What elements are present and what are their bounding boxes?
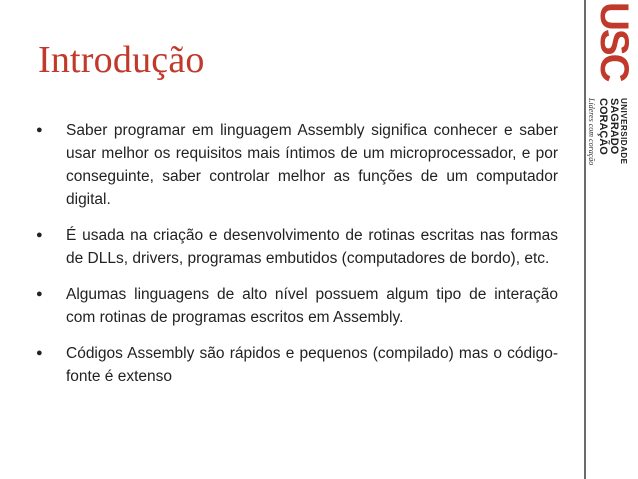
bullet-dot-icon: ●: [36, 124, 43, 136]
university-logo: [587, 2, 636, 198]
logo-slogan: Líderes com coração: [587, 98, 596, 166]
bullet-list: [36, 119, 558, 401]
bullet-text: Algumas linguagens de alto nível possuem algum tipo de interação com rotinas de programas escritos em Assembly.: [66, 286, 558, 326]
bullet-dot-icon: ●: [36, 229, 43, 241]
logo-line-2: SAGRADO: [608, 98, 620, 155]
bullet-item: [36, 342, 558, 388]
bullet-item: [36, 283, 558, 329]
bullet-item: [36, 224, 558, 270]
bullet-text: Saber programar em linguagem Assembly significa conhecer e saber usar melhor os requisitos mais íntimos de um microprocessador, e por conseguinte, saber controlar melhor as funções de um computador digital.: [66, 122, 558, 208]
bullet-text: É usada na criação e desenvolvimento de rotinas escritas nas formas de DLLs, drivers, programas embutidos (computadores de bordo), etc.: [66, 227, 558, 267]
bullet-dot-icon: ●: [36, 347, 43, 359]
bullet-dot-icon: ●: [36, 288, 43, 300]
logo-university-name: [597, 98, 628, 164]
logo-mark: USC: [592, 2, 636, 81]
bullet-text: Códigos Assembly são rápidos e pequenos (compilado) mas o código-fonte é extenso: [66, 345, 558, 385]
bullet-item: [36, 119, 558, 211]
logo-line-1: UNIVERSIDADE: [619, 98, 628, 165]
logo-line-3: CORAÇÃO: [597, 98, 609, 155]
slide-title: Introdução: [38, 39, 205, 81]
